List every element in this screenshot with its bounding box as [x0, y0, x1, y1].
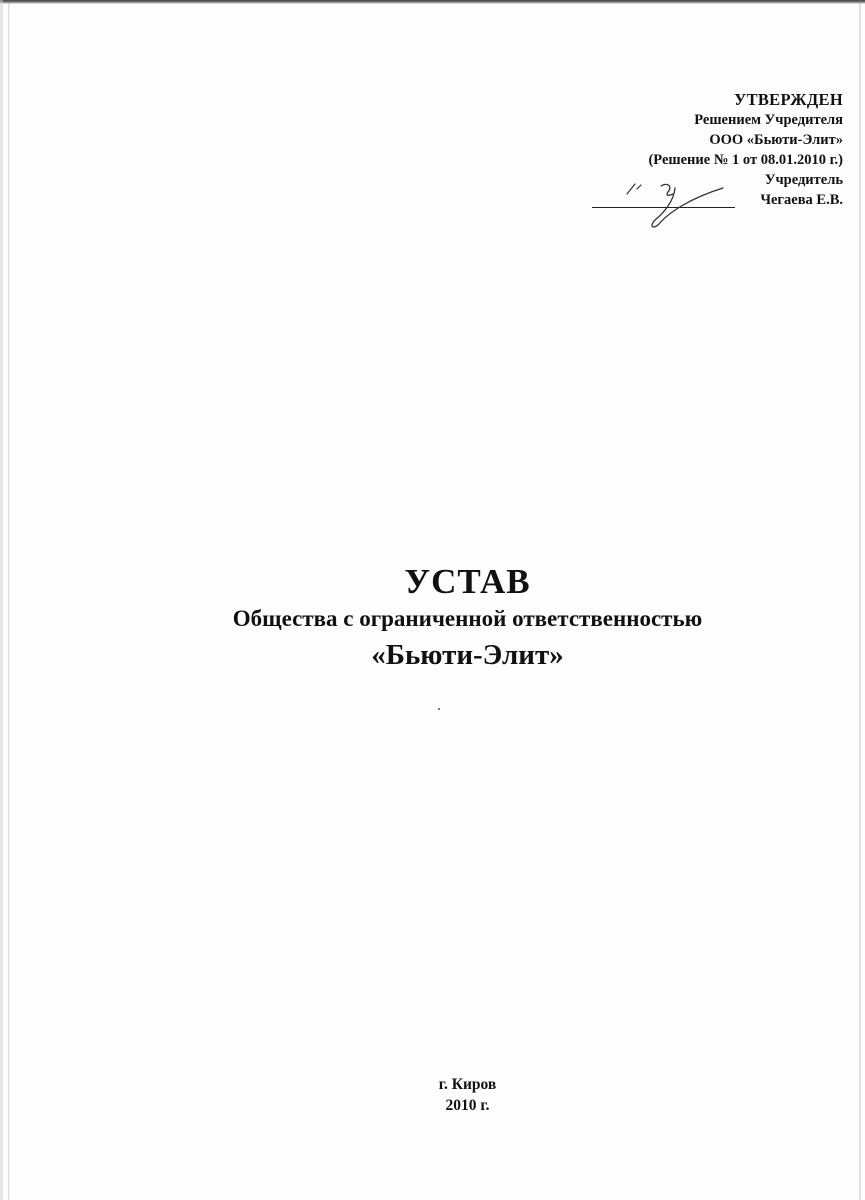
- approval-line-company: ООО «Бьюти-Элит»: [709, 132, 843, 148]
- approval-line-decision: Решением Учредителя: [694, 112, 843, 128]
- scan-top-edge: [0, 0, 865, 4]
- document-title-block: [0, 560, 865, 674]
- approval-line-founder: Учредитель: [764, 172, 843, 188]
- approval-title: УТВЕРЖДЕН: [734, 90, 843, 109]
- document-title: УСТАВ: [404, 562, 531, 601]
- document-footer: [0, 1074, 865, 1116]
- footer-year: 2010 г.: [445, 1097, 490, 1114]
- approval-line-decision-number: (Решение № 1 от 08.01.2010 г.): [648, 152, 843, 168]
- footer-city: г. Киров: [438, 1076, 497, 1093]
- approval-line-founder-name: Чегаева Е.В.: [760, 192, 843, 208]
- handwritten-signature: [595, 172, 735, 234]
- document-subtitle: Общества с ограниченной ответственностью: [232, 606, 703, 631]
- scan-speck: [438, 708, 440, 710]
- company-name: «Бьюти-Элит»: [371, 639, 564, 671]
